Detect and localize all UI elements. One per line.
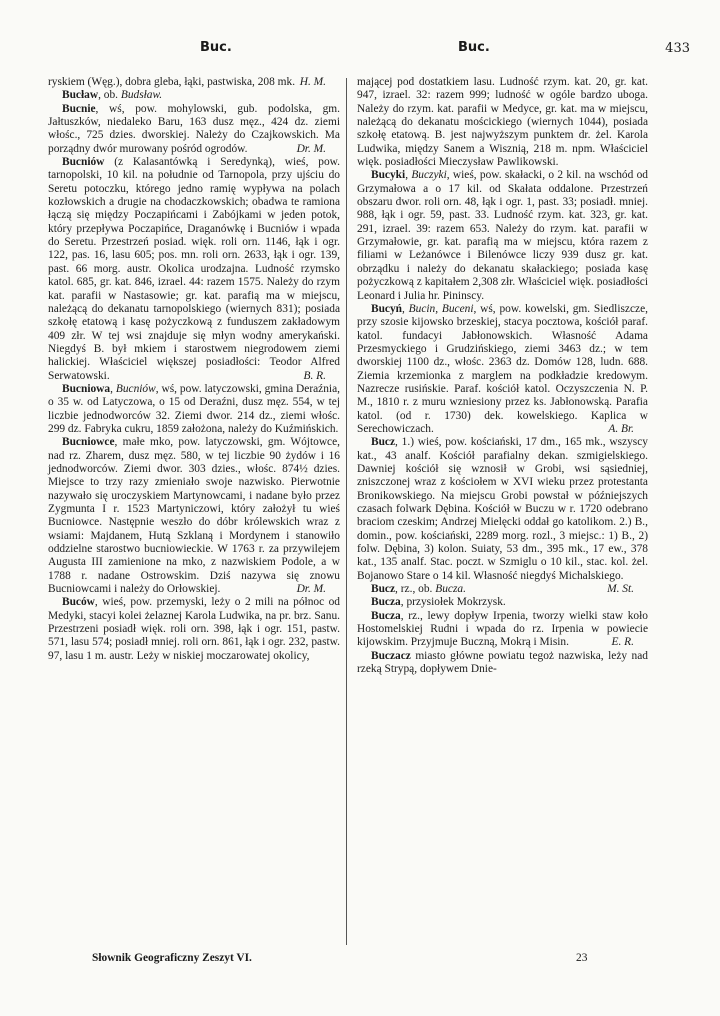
entry-author-signature: Dr. M.: [296, 142, 326, 155]
entry-text: , ob.: [98, 89, 121, 102]
entry-headword: Bucz: [371, 583, 396, 596]
dictionary-entry: [48, 103, 340, 156]
dictionary-entry: [48, 436, 340, 596]
entry-variant-name: Bucin, Buceni: [408, 302, 474, 315]
entry-text: , wś, pow. mohylowski, gub. podolska, gm. Jałtuszków, niedaleko Baru, 163 dusz męz., 424 dz. ziemi włośc., 725 dzies. dworskiej. Należy do Czajkowskich. Ma porządny dwór murowany pośród ogrodów.: [48, 102, 340, 155]
footer-signature: 23: [576, 952, 588, 964]
entry-headword: Bucnie: [62, 102, 96, 115]
dictionary-entry: [48, 89, 340, 102]
dictionary-entry: [357, 76, 648, 169]
footer-series-title: Słownik Geograficzny Zeszyt VI.: [92, 952, 252, 964]
entry-author-signature: A. Br.: [608, 422, 634, 435]
entry-author-signature: M. St.: [607, 583, 634, 596]
dictionary-entry: [357, 610, 648, 650]
entry-headword: Bucław: [62, 89, 99, 102]
left-column: [48, 76, 340, 663]
dictionary-entry: [48, 76, 340, 89]
entry-headword: Bucyń: [371, 302, 403, 315]
entry-cross-reference: Bucza.: [435, 583, 466, 596]
entry-headword: Bucz: [371, 436, 396, 449]
entry-variant-name: Buczyki: [411, 169, 447, 182]
entry-headword: Bucza: [371, 609, 401, 622]
entry-text: , rz., lewy dopływ Irpenia, tworzy wielki staw koło Hostomelskiej Rudni i wpada do rz. Irpenia w powiecie kijowskim. Przyjmuje Buczną, Mokrą i Misin.: [357, 609, 648, 649]
dictionary-entry: [357, 596, 648, 609]
entry-text: (z Kalasantówką i Seredynką), wieś, pow. tarnopolski, 10 kil. na południe od Tarnopola, przy ujściu do Seretu potoczku, którego jedno ramię wypływa na polach kozłowskich a drugie na chodaczkowskich; obadwa te ramiona łączą się między Poczapińcami i Zabójkami w jeden potok, który przepływa Poczapińce, Draganówkę i Bucniów i wpada do Seretu. Przestrzeń posiad. więk. roli orn. 1146, łąk i ogr. 122, pas. 16, lasu 605; pos. mn. roli orn. 2633, łąk i ogr. 139, past. 66 morg. austr. Okolica urodzajna. Ludność rzymsko katol. 685, gr. kat. 846, izrael. 44: razem 1575. Należy do rzym kat. parafii w Nastasowie; gr. kat. parafią ma w miejscu, należącą do dekanatu tarnopolskiego (wiernych 831); posiada szkołę etatową i kasę pożyczkową z funduszem zakładowym 409 złr. W tej wsi znajduje się młyn wodny amerykański. Niegdyś B. był mkiem i starostwem niegrodowem ziemi halickiej. Właściciel większej posiadłości: Teodor Alfred Serwatowski.: [48, 156, 340, 382]
entry-text: ryskiem (Węg.), dobra gleba, łąki, pastwiska, 208 mk.: [48, 76, 296, 88]
entry-cross-reference: Budsław.: [120, 89, 163, 102]
entry-text: , przysiołek Mokrzysk.: [400, 596, 506, 609]
entry-headword: Bucyki: [371, 169, 406, 182]
dictionary-entry: Bucniowa, Bucniów, wś, pow. latyczowski, gmina Deraźnia, o 35 w. od Latyczowa, o 15 od Deraźni, dusz męz. 554, w tej liczbie jednodworców 32. Ziemi dwor. 214 dz., ziemi włośc. 299 dz. Fabryka cukru, 1859 założona, należy do Kuźmińskich.: [48, 382, 340, 435]
running-head-left: Buc.: [200, 40, 232, 55]
entry-headword: Bucniowce: [62, 436, 115, 449]
entry-headword: Buczacz: [371, 649, 411, 662]
entry-text: miasto główne powiatu tegoż nazwiska, leży nad rzeką Strypą, dopływem Dnie-: [357, 649, 648, 676]
entry-headword: Buców: [62, 596, 95, 609]
dictionary-entry: [48, 156, 340, 383]
entry-author-signature: H. M.: [299, 76, 326, 88]
dictionary-entry: [48, 596, 340, 663]
entry-text: mającej pod dostatkiem lasu. Ludność rzym. kat. 20, gr. kat. 947, izrael. 32: razem 999; ludność w ogóle bardzo uboga. Należy do rzym. kat. parafii w Medyce, gr. kat. ma w miejscu, należącą do dekanatu mościckiego (wiernych 1044), posiada szkołę etatową. B. jest najwyższym punktem dr. żel. Karola Ludwika, między Sanem a Wisznią, 218 m. npm. Właściciel więk. posiadłości Mieczysław Pawlikowski.: [357, 76, 648, 169]
entry-headword: Bucniów: [62, 156, 105, 169]
entry-text: , wś, pow. kowelski, gm. Siedliszcze, przy szosie kijowsko brzeskiej, stacya pocztowa, kościół paraf. katol. fundacyi Jabłonowskich. Własność Adama Przesmyckiego i Grudzińskiego, ziemi 3463 dz.; w tem dworskiej 1100 dz., włośc. 2363 dz. Domów 128, ludn. 688. Ziemia krzemionka z marglem na podkładzie kredowym. Nazrecze rusińskie. Paraf. kościół katol. Oczyszczenia N. P. M., 1810 r. z muru wzniesiony przez ks. Jabłonowską. Parafia katol. (od r. 1730) dek. kowelskiego. Kaplica w Serechowiczach.: [357, 302, 649, 435]
entry-text: , wś, pow. latyczowski, gmina Deraźnia, o 35 w. od Latyczowa, o 15 od Deraźni, dusz męz. 554, w tej liczbie jednodworców 32. Ziemi dwor. 214 dz., ziemi włośc. 299 dz. Fabryka cukru, 1859 założona, należy do Kuźmińskich.: [48, 382, 340, 435]
entry-text: , małe mko, pow. latyczowski, gm. Wójtowce, nad rz. Zharem, dusz męz. 580, w tej liczbie 90 żydów i 16 jednodworców. Ziemi dwor. 303 dzies., włośc. 874½ dzies. Miejsce to trzy razy zmieniało swoje nazwisko. Pierwotnie nazywało się uroczyskiem Martynowcami, i nadane było przez Zygmunta I r. 1523 Martyniczowi, który założył tu wieś Bucniowce. Następnie weszło do dóbr królewskich wraz z wsiami: Majdanem, Hutą Szklaną i Mordynem i stanowiło oddzielne starostwo bucniowieckie. W 1763 r. za przywilejem Augusta III zamienione na mko, z nazwiskiem Podole, a w 1788 r. nadane Ostrowskim. Dziś nazywa się znowu Bucniowcami i należy do Orłowskiej.: [48, 436, 340, 596]
running-head-right: Buc.: [458, 40, 490, 55]
dictionary-entry: Bucyń, Bucin, Buceni, wś, pow. kowelski, gm. Siedliszcze, przy szosie kijowsko brzeskiej, stacya pocztowa, kościół paraf. katol. fundacyi Jabłonowskich. Własność Adama Przesmyckiego i Grudzińskiego, ziemi 3463 dz.; w tem dworskiej 1100 dz., włośc. 2363 dz. Domów 128, ludn. 688. Ziemia krzemionka z marglem na podkładzie kredowym. Nazrecze rusińskie. Paraf. kościół katol. Oczyszczenia N. P. M., 1810 r. z muru wzniesiony przez ks. Jabłonowską. Parafia katol. (od r. 1730) dek. kowelskiego. Kaplica w Serechowiczach. A. Br.: [357, 302, 649, 435]
entry-author-signature: B. R.: [303, 369, 326, 382]
entry-headword: Bucza: [371, 596, 401, 609]
column-divider: [346, 78, 347, 945]
dictionary-entry: Bucyki, Buczyki, wieś, pow. skałacki, o 2 kil. na wschód od Grzymałowa a o 17 kil. od Skałata oddalone. Przestrzeń obszaru dwor. roli orn. 48, łąk i ogr. 1, past. 33; posiadł. mniej. 988, łąk i ogr. 59, past. 33. Ludność rzym. kat. 323, gr. kat. 291, izrael. 39: razem 653. Należy do rzym. kat. parafii w Grzymałowie, gr. kat. parafią ma w miejscu, która razem z filiami w Leżanówce i Bilenówce liczy 939 dusz gr. kat. obrządku i należy do dekanatu skałackiego; posiada kasę pożyczkową z kapitałem 2,308 złr. Właściciel więk. posiadłości Leonard i Julia hr. Pininscy.: [357, 169, 648, 302]
entry-variant-name: Bucniów: [115, 382, 156, 395]
entry-text: , rz., ob.: [395, 583, 436, 596]
dictionary-entry: [357, 650, 648, 677]
right-column: [357, 76, 648, 676]
entry-text: , wieś, pow. skałacki, o 2 kil. na wschód od Grzymałowa a o 17 kil. od Skałata oddalone. Przestrzeń obszaru dwor. roli orn. 48, łąk i ogr. 1, past. 33; posiadł. mniej. 988, łąk i ogr. 59, past. 33. Ludność rzym. kat. 323, gr. kat. 291, izrael. 39: razem 653. Należy do rzym. kat. parafii w Grzymałowie, gr. kat. parafią ma w miejscu, która razem z filiami w Leżanówce i Bilenówce liczy 939 dusz gr. kat. obrządku i należy do dekanatu skałackiego; posiada kasę pożyczkową z kapitałem 2,308 złr. Właściciel więk. posiadłości Leonard i Julia hr. Pininscy.: [357, 169, 648, 302]
entry-headword: Bucniowa: [62, 382, 111, 395]
page-number: 433: [665, 41, 690, 56]
entry-text: , 1.) wieś, pow. kościański, 17 dm., 165 mk., wszyscy kat., 43 analf. Kościół parafialny dekan. szmigielskiego. Dawniej kościół się wznosił w Grobi, wsi sąsiedniej, zniszczonej wraz z kościołem w XVI wieku przez protestanta Bronikowskiego. Na miejscu Grobi powstał w późniejszych czasach folwark Dębina. Kościół w Buczu w r. 1720 odebrano braciom czeskim; Andrzej Mielęcki oddał go katolikom. 2.) B., domin., pow. kościański, 2289 morg. rozl., 3 miejsc.: 1) B., 2) folw. Dębina, 3) kolon. Suiaty, 53 dm., 395 mk., 17 ew., 378 kat., 135 analf. Stac. poczt. w Szmiglu o 10 kil., stac. kol. żel. Bojanowo Stare o 14 kil. Własność niegdyś Michalskiego.: [357, 436, 648, 582]
entry-author-signature: E. R.: [611, 636, 634, 649]
entry-author-signature: Dr. M.: [296, 583, 326, 596]
entry-text: , wieś, pow. przemyski, leży o 2 mili na północ od Medyki, stacyi kolei żelaznej Karola Ludwika, na pr. brz. Sanu. Przestrzeni posiadł więk. roli orn. 398, łąk i ogr. 151, pastw. 571, lasu 574; posiadł mniej. roli orn. 861, łąk i ogr. 232, pastw. 97, lasu 1 m. austr. Leży w niskiej moczarowatej okolicy,: [48, 596, 340, 662]
